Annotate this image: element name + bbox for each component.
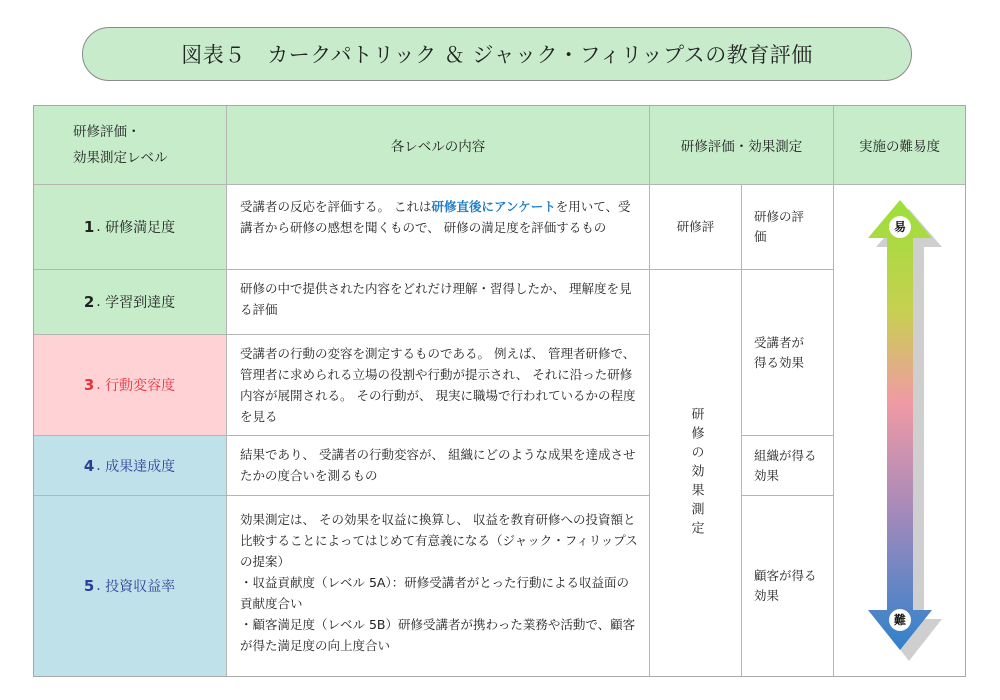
eval-trainee-effect — [742, 270, 834, 436]
desc-text: 受講者の反応を評価する。 これは — [240, 199, 432, 214]
desc-text: 研修の中で提供された内容をどれだけ理解・習得したか、 理解度を見る評価 — [240, 281, 632, 317]
level-1-description — [227, 185, 650, 270]
level-4-description — [227, 436, 650, 496]
evaluation-table — [33, 105, 966, 677]
desc-line: ・収益貢献度（レベル 5A）：研修受講者がとった行動による収益面の貢献度合い — [240, 575, 629, 611]
eval-org-effect — [742, 436, 834, 496]
header-evaluation-label: 研修評価・効果測定 — [680, 138, 803, 155]
header-level-line2: 効果測定レベル — [73, 149, 168, 166]
difficulty-arrow-icon — [834, 185, 966, 677]
eval-org-effect-label: 組織が得る効果 — [754, 447, 817, 483]
eval-kensyu-hyo — [650, 185, 742, 270]
desc-text: 受講者の行動の変容を測定するものである。 例えば、 管理者研修で、 管理者に求められる立場の役割や行動が提示され、 それに沿った研修内容が展開される。 その行動が、 現実に職場で行われているかの程度を見る — [240, 346, 636, 424]
eval-customer-effect-label: 顧客が得る効果 — [754, 568, 817, 603]
header-level-line1: 研修評価・ — [73, 123, 141, 140]
eval-effect-measure — [650, 270, 742, 677]
desc-line: 効果測定は、 その効果を収益に換算し、 収益を教育研修への投資額と比較することによってはじめて有意義になる（ジャック・フィリップスの提案） — [240, 512, 638, 569]
level-number: 5 — [83, 577, 95, 595]
eval-kensyu-no-hyoka — [742, 185, 834, 270]
header-content — [227, 105, 650, 185]
level-2-label: 2 . 学習到達度 — [33, 270, 227, 335]
eval-effect-measure-label: 研修の効果測定 — [688, 406, 704, 540]
figure-title-banner — [82, 27, 912, 81]
level-name: 行動変容度 — [105, 378, 176, 394]
level-3-description — [227, 335, 650, 436]
header-level — [33, 105, 227, 185]
level-name: 成果達成度 — [105, 458, 176, 475]
figure-title: 図表５ カークパトリック ＆ ジャック・フィリップスの教育評価 — [181, 43, 813, 67]
level-number: 1 — [83, 218, 95, 236]
level-5-description — [227, 496, 650, 677]
level-4-label: 4 . 成果達成度 — [33, 436, 227, 496]
level-1-label: 1 . 研修満足度 — [33, 185, 227, 270]
eval-customer-effect — [742, 496, 834, 677]
eval-trainee-effect-label: 受講者が得る効果 — [754, 334, 805, 370]
difficulty-easy-label: 易 — [893, 220, 906, 234]
header-content-label: 各レベルの内容 — [390, 138, 486, 155]
desc-text: を用いて、受講者から研修の感想を聞くもので、 研修の満足度を評価するもの — [240, 199, 631, 235]
level-number: 3 — [83, 376, 95, 394]
eval-kensyu-no-hyoka-label: 研修の評価 — [754, 209, 805, 244]
level-name: 学習到達度 — [105, 295, 176, 311]
header-difficulty-label: 実施の難易度 — [859, 138, 940, 155]
difficulty-column — [834, 185, 966, 677]
level-name: 研修満足度 — [105, 220, 176, 236]
difficulty-hard-label: 難 — [893, 613, 906, 627]
eval-kensyu-hyo-label: 研修評 — [676, 219, 715, 234]
level-3-label: 3 . 行動変容度 — [33, 335, 227, 436]
header-evaluation — [650, 105, 834, 185]
level-2-description — [227, 270, 650, 335]
desc-highlight: 研修直後にアンケート — [431, 199, 556, 214]
header-difficulty — [834, 105, 966, 185]
desc-text: 結果であり、 受講者の行動変容が、 組織にどのような成果を達成させたかの度合いを測るもの — [240, 447, 636, 483]
desc-line: ・顧客満足度（レベル 5B）研修受講者が携わった業務や活動で、顧客が得た満足度の向上度合い — [240, 617, 636, 653]
level-number: 4 — [83, 456, 95, 475]
level-5-label: 5 . 投資収益率 — [33, 496, 227, 677]
level-name: 投資収益率 — [105, 579, 176, 595]
level-number: 2 — [83, 293, 95, 311]
